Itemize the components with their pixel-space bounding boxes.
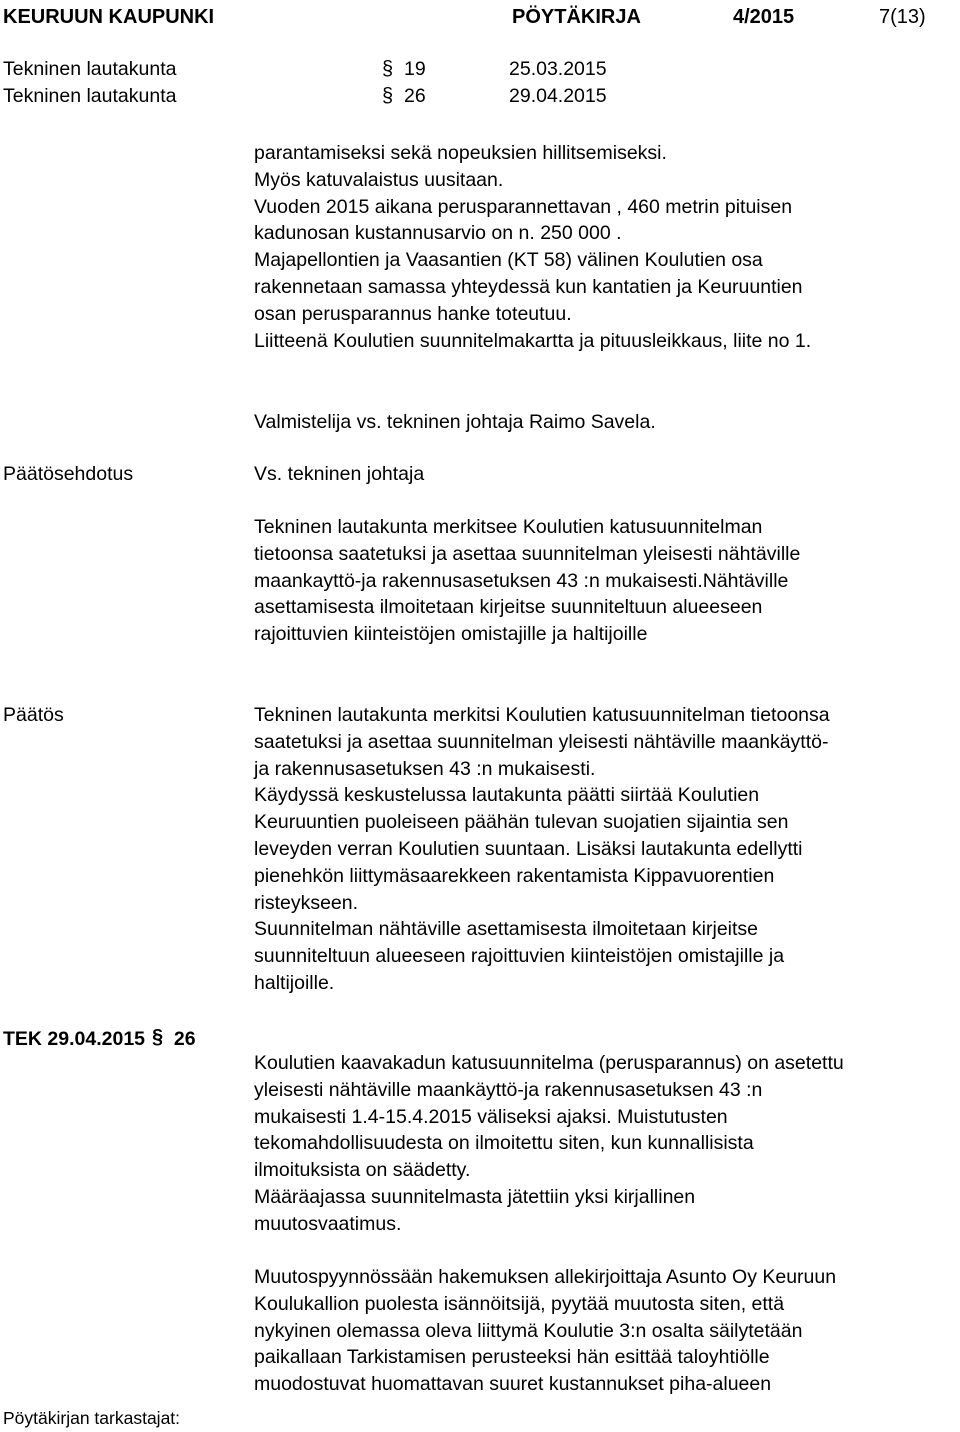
section-sign-icon (380, 56, 398, 85)
text-line: muodostuvat huomattavan suuret kustannukset piha-alueen (254, 1373, 772, 1396)
text-line: yleisesti nähtäville maankäyttö-ja rakennusasetuksen 43 :n (254, 1078, 763, 1101)
preparer-line: Valmistelija vs. tekninen johtaja Raimo Savela. (254, 411, 656, 433)
text-line: Tekninen lautakunta merkitsi Koulutien katusuunnitelman tietoonsa (254, 704, 830, 726)
text-line: tietoonsa saatetuksi ja asettaa suunnitelman yleisesti nähtäville (254, 542, 801, 565)
text-line: risteykseen. (254, 891, 359, 914)
text-line: haltijoille. (254, 971, 335, 994)
meeting-body-1: Tekninen lautakunta (3, 58, 177, 80)
text-line: rakennetaan samassa yhteydessä kun kantatien ja Keuruuntien (254, 275, 803, 298)
tek-paragraph-1 (254, 1050, 844, 1238)
text-line: Koulutien kaavakadun katusuunnitelma (perusparannus) on asetettu (254, 1052, 844, 1074)
text-line: Majapellontien ja Vaasantien (KT 58) välinen Koulutien osa (254, 249, 763, 272)
text-line: Keuruuntien puoleiseen päähän tulevan suojatien sijaintia sen (254, 811, 789, 834)
text-line: ilmoituksista on säädetty. (254, 1159, 471, 1182)
document-type: PÖYTÄKIRJA (512, 6, 641, 28)
svg-text:§: § (152, 1026, 164, 1048)
meeting-section-2: 26 (404, 85, 426, 107)
tek-section-date: TEK 29.04.2015 (3, 1028, 146, 1050)
text-line: Käydyssä keskustelussa lautakunta päätti siirtää Koulutien (254, 784, 760, 807)
organization-name: KEURUUN KAUPUNKI (3, 6, 215, 28)
text-line: maankayttö-ja rakennusasetuksen 43 :n mukaisesti.Nähtäville (254, 569, 789, 592)
text-line: saatetuksi ja asettaa suunnitelman yleisesti nähtäville maankäyttö- (254, 730, 829, 753)
svg-text:§: § (382, 58, 394, 80)
text-line: mukaisesti 1.4-15.4.2015 väliseksi ajaksi. Muistutusten (254, 1105, 728, 1128)
decision-paragraph (254, 702, 830, 997)
document-number: 4/2015 (733, 6, 795, 28)
text-line: rajoittuvien kiinteistöjen omistajille ja haltijoille (254, 623, 648, 646)
proposal-label: Päätösehdotus (3, 463, 134, 485)
text-line: Tekninen lautakunta merkitsee Koulutien katusuunnitelman (254, 516, 763, 538)
tek-paragraph-2 (254, 1264, 836, 1398)
text-line: nykyinen olemassa oleva liittymä Koulutie 3:n osalta säilytetään (254, 1319, 803, 1342)
decision-label: Päätös (3, 704, 64, 726)
proposer: Vs. tekninen johtaja (254, 463, 425, 485)
text-line: Muutospyynnössään hakemuksen allekirjoittaja Asunto Oy Keuruun (254, 1266, 837, 1288)
text-line: osan perusparannus hanke toteutuu. (254, 302, 572, 325)
text-line: pienehkön liittymäsaarekkeen rakentamista Kippavuorentien (254, 864, 775, 887)
signers-label: Pöytäkirjan tarkastajat: (3, 1408, 181, 1428)
tek-section-label (3, 1024, 196, 1053)
intro-paragraph (254, 140, 811, 354)
section-sign-icon (150, 1024, 168, 1053)
text-line: parantamiseksi sekä nopeuksien hillitsemiseksi. (254, 142, 667, 164)
text-line: ja rakennusasetuksen 43 :n mukaisesti. (254, 757, 596, 780)
tek-section-number: 26 (173, 1028, 196, 1050)
text-line: paikallaan Tarkistamisen perusteeksi hän esittää taloyhtiölle (254, 1346, 770, 1369)
meeting-body-2: Tekninen lautakunta (3, 85, 177, 107)
page-number: 7(13) (879, 6, 926, 28)
text-line: Vuoden 2015 aikana perusparannettavan , 460 metrin pituisen (254, 195, 793, 218)
text-line: Määräajassa suunnitelmasta jätettiin yksi kirjallinen (254, 1185, 696, 1208)
meeting-section-1: 19 (404, 58, 426, 80)
text-line: Myös katuvalaistus uusitaan. (254, 168, 504, 191)
meeting-date-2: 29.04.2015 (509, 85, 607, 107)
meeting-date-1: 25.03.2015 (509, 58, 607, 80)
text-line: asettamisesta ilmoitetaan kirjeitse suunniteltuun alueeseen (254, 596, 763, 619)
section-sign-icon (380, 83, 398, 112)
text-line: tekomahdollisuudesta on ilmoitettu siten, kun kunnallisista (254, 1132, 754, 1155)
text-line: kadunosan kustannusarvio on n. 250 000 . (254, 222, 622, 245)
text-line: Suunnitelman nähtäville asettamisesta ilmoitetaan kirjeitse (254, 918, 759, 941)
text-line: Liitteenä Koulutien suunnitelmakartta ja pituusleikkaus, liite no 1. (254, 329, 812, 352)
text-line: suunniteltuun alueeseen rajoittuvien kiinteistöjen omistajille ja (254, 945, 785, 968)
svg-text:§: § (382, 85, 394, 107)
proposal-paragraph (254, 514, 800, 648)
text-line: muutosvaatimus. (254, 1212, 402, 1235)
text-line: Koulukallion puolesta isännöitsijä, pyytää muutosta siten, että (254, 1292, 785, 1315)
text-line: leveyden verran Koulutien suuntaan. Lisäksi lautakunta edellytti (254, 837, 803, 860)
